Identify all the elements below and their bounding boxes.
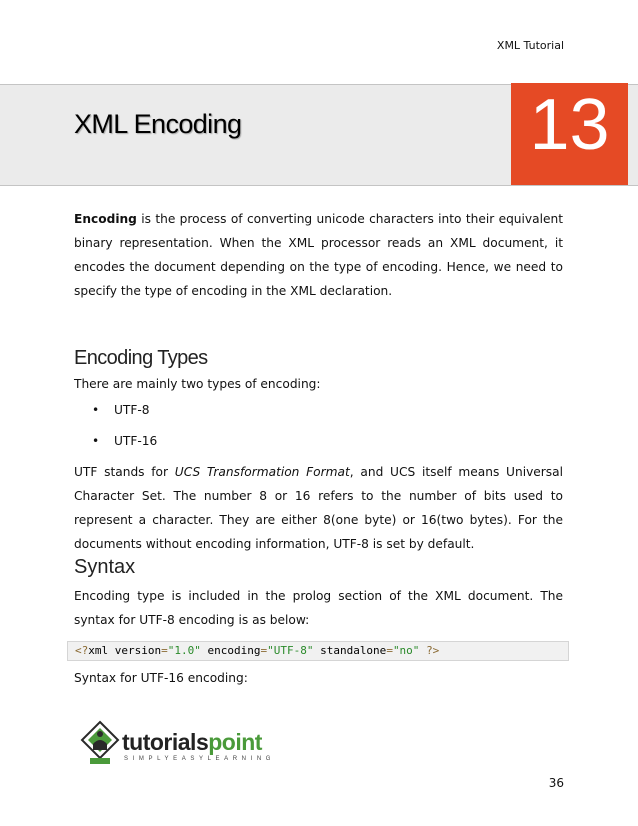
code-attr: version [114, 644, 162, 657]
list-item [92, 434, 157, 448]
tutorialspoint-logo [80, 720, 276, 770]
utf-paragraph-pre: UTF stands for [74, 465, 175, 479]
chapter-number: 13 [529, 85, 610, 165]
list-item [92, 403, 150, 417]
syntax-paragraph: Encoding type is included in the prolog section of the XML document. The syntax for UTF-8 encoding is as below: [74, 589, 563, 627]
code-value: "UTF-8" [267, 644, 314, 657]
logo-tagline: SIMPLYEASYLEARNING [124, 756, 276, 762]
intro-text: is the process of converting unicode characters into their equivalent binary representation. When the XML processor reads an XML document, it encodes the document depending on the type of encoding. Hence, we need to specify the type of encoding in the XML declaration. [74, 212, 563, 298]
intro-paragraph [74, 207, 563, 303]
code-value: "1.0" [167, 644, 201, 657]
header-title: XML Tutorial [496, 39, 564, 52]
code-attr: standalone [320, 644, 387, 657]
utf16-caption: Syntax for UTF-16 encoding: [74, 671, 248, 685]
bullet-icon: • [92, 434, 100, 448]
intro-term: Encoding [74, 212, 137, 226]
utf-paragraph [74, 460, 563, 556]
logo-name-b: point [208, 729, 262, 755]
code-value: "no" [392, 644, 420, 657]
utf-paragraph-em: UCS Transformation Format [174, 465, 350, 479]
code-open: <? [75, 644, 89, 657]
code-block: <?xml version="1.0" encoding="UTF-8" standalone="no" ?> [67, 641, 569, 661]
list-item-label: UTF-8 [114, 403, 150, 417]
logo-emblem-icon [80, 720, 120, 768]
encoding-types-heading: Encoding Types [74, 347, 208, 369]
code-attr: encoding [207, 644, 261, 657]
code-tag: xml [88, 644, 109, 657]
logo-wordmark [122, 729, 262, 756]
chapter-number-box [511, 83, 628, 185]
logo-name-a: tutorials [122, 729, 209, 755]
utf-paragraph-post: , and UCS itself means Universal Character Set. The number 8 or 16 refers to the number of bits used to represent a character. They are either 8(one byte) or 16(two bytes). For the documents without encoding information, UTF-8 is set by default. [74, 465, 564, 551]
encoding-types-lead: There are mainly two types of encoding: [74, 377, 321, 391]
code-close: ?> [426, 644, 440, 657]
bullet-icon: • [92, 403, 100, 417]
page-number: 36 [548, 776, 564, 790]
syntax-heading: Syntax [74, 556, 136, 578]
chapter-title: XML Encoding [74, 109, 242, 139]
list-item-label: UTF-16 [114, 434, 158, 448]
